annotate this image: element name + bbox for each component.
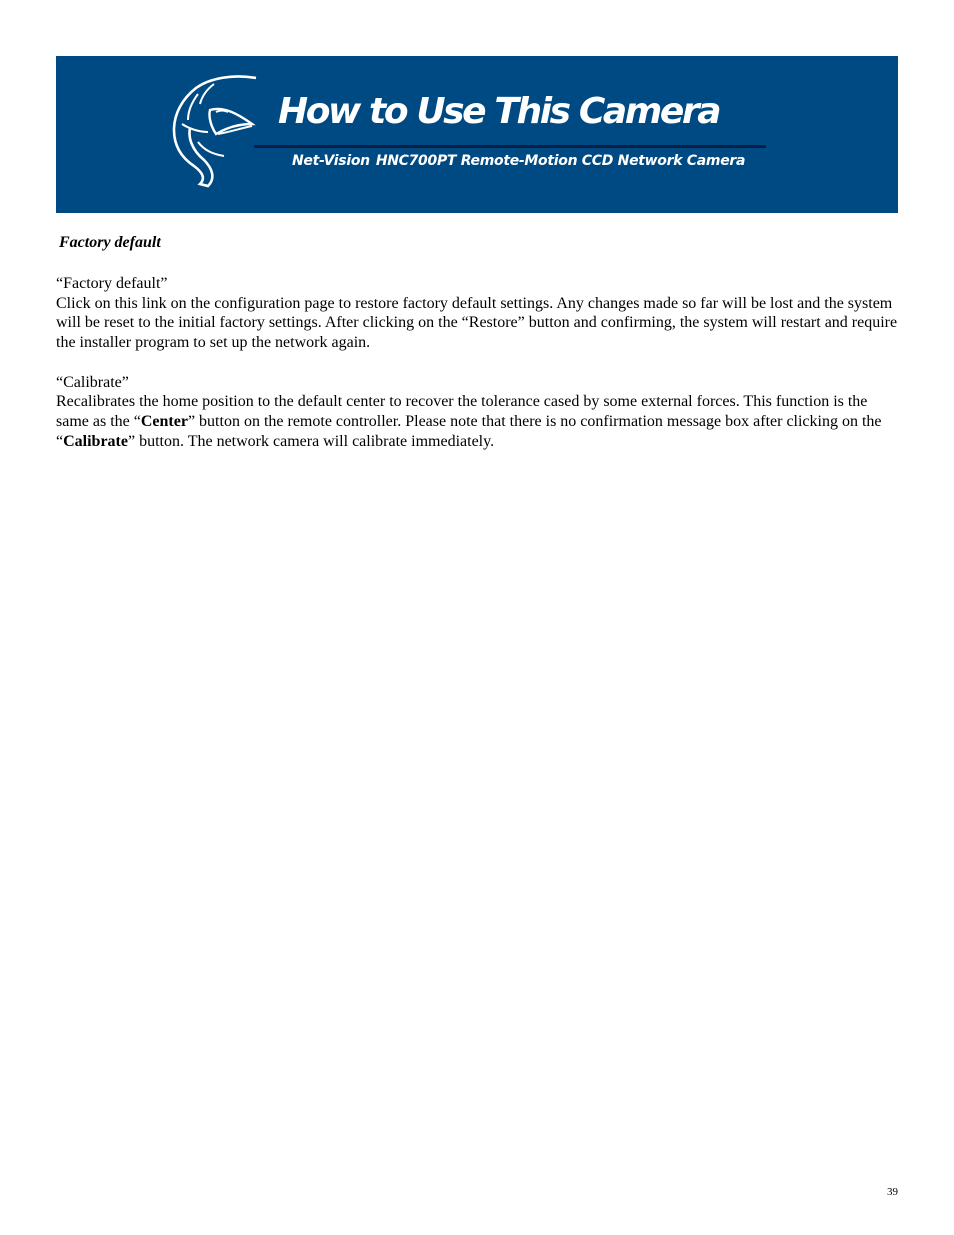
banner-subtitle-product: HNC700PT Remote-Motion CCD Network Camera bbox=[375, 153, 746, 169]
calibrate-text-2: ” button on the remote controller. Please note that there is no confirmation message box after clicking on the “ bbox=[56, 412, 882, 450]
factory-default-text: Click on this link on the configuration page to restore factory default settings. Any changes made so far will be lost and the system will be reset to the initial factory settings. After clicking on the “Restore” button and confirming, the system will restart and require the installer program to set up the network again. bbox=[56, 294, 898, 352]
banner-title: How to Use This Camera bbox=[278, 91, 720, 132]
calibrate-paragraph bbox=[56, 373, 898, 452]
banner-divider bbox=[254, 145, 766, 148]
header-banner bbox=[56, 56, 898, 213]
banner-subtitle bbox=[292, 153, 745, 170]
calibrate-bold-center: Center bbox=[140, 412, 188, 430]
factory-default-title: “Factory default” bbox=[56, 275, 168, 292]
banner-subtitle-brand: Net-Vision bbox=[292, 153, 370, 169]
calibrate-text-1: Recalibrates the home position to the default center to recover the tolerance cased by some external forces. This function is the same as the “ bbox=[56, 393, 868, 430]
eagle-head-icon bbox=[168, 72, 278, 190]
section-heading: Factory default bbox=[59, 234, 161, 251]
document-body bbox=[56, 274, 898, 471]
calibrate-title: “Calibrate” bbox=[56, 373, 129, 391]
factory-default-paragraph bbox=[56, 274, 898, 353]
calibrate-text-3: ” button. The network camera will calibrate immediately. bbox=[127, 432, 495, 450]
page-number: 39 bbox=[887, 1186, 898, 1198]
calibrate-bold-calibrate: Calibrate bbox=[63, 432, 128, 450]
